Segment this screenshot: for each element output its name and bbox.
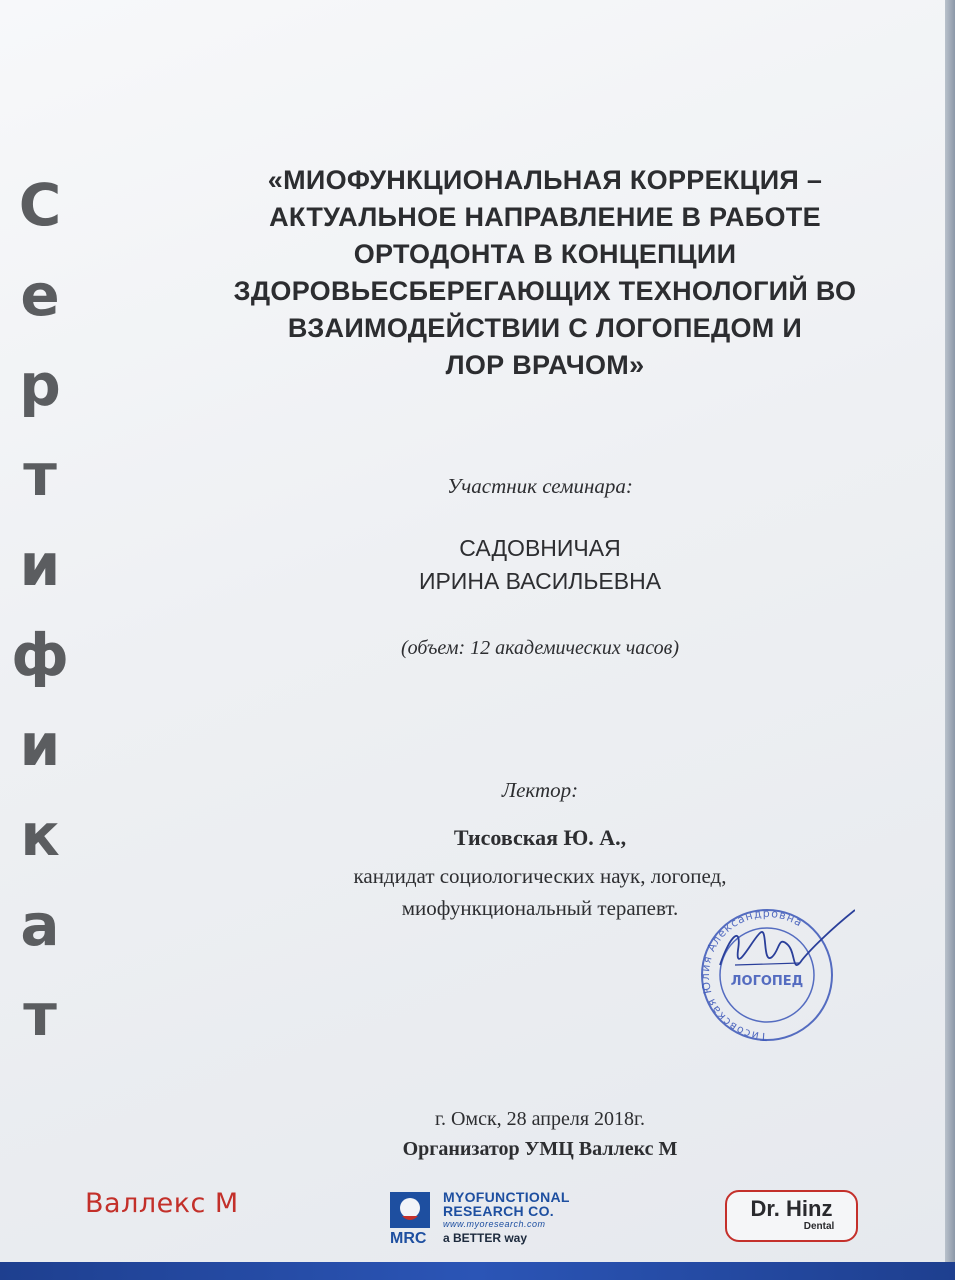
vertical-letter: а [20, 891, 60, 959]
vallex-logo: Валлекс М [85, 1188, 239, 1219]
vertical-letter: С [18, 171, 62, 239]
vertical-letter: и [19, 531, 61, 599]
mrc-logo [388, 1190, 613, 1250]
background-strip [945, 0, 955, 1280]
vertical-letter: р [19, 351, 61, 419]
stamp-ring-text: Тисовская Юлия Александровна [698, 906, 806, 1044]
vertical-certificate-title [5, 160, 75, 1060]
stamp-center-text: ЛОГОПЕД [730, 974, 804, 989]
mrc-abbr: MRC [390, 1230, 427, 1246]
mrc-line2: RESEARCH CO. [443, 1203, 554, 1219]
mrc-line1: MYOFUNCTIONAL [443, 1189, 570, 1205]
vertical-letter: т [23, 441, 57, 509]
participant-label: Участник семинара: [447, 474, 633, 498]
bottom-blue-band [0, 1262, 955, 1280]
vertical-letter: е [20, 261, 60, 329]
vertical-letter: и [19, 711, 61, 779]
round-stamp-with-signature [680, 905, 855, 1050]
lector-credentials: кандидат социологических наук, логопед, миофункциональный терапевт. [353, 864, 727, 920]
city-and-date: г. Омск, 28 апреля 2018г. [435, 1108, 645, 1130]
vertical-letter: к [20, 801, 60, 869]
hours-volume: (объем: 12 академических часов) [400, 637, 680, 659]
organizer: Организатор УМЦ Валлекс М [402, 1138, 678, 1160]
vertical-letter: ф [11, 621, 69, 689]
dr-hinz-sub: Dental [803, 1221, 835, 1232]
mrc-tagline: a BETTER way [443, 1231, 528, 1245]
dr-hinz-logo [725, 1190, 858, 1242]
lector-name: Тисовская Ю. А., [453, 825, 627, 850]
participant-name: САДОВНИЧАЯ ИРИНА ВАСИЛЬЕВНА [418, 535, 662, 594]
lector-label: Лектор: [501, 778, 579, 802]
mrc-url: www.myoresearch.com [443, 1219, 546, 1229]
mrc-face-icon [388, 1190, 438, 1246]
vertical-letter: т [23, 981, 57, 1049]
seminar-title: «МИОФУНКЦИОНАЛЬНАЯ КОРРЕКЦИЯ – АКТУАЛЬНОЕ НАПРАВЛЕНИЕ В РАБОТЕ ОРТОДОНТА В КОНЦЕПЦИИ ЗДОРОВЬЕСБЕРЕГАЮЩИХ ТЕХНОЛОГИЙ ВО ВЗАИМОДЕЙСТВИИ С ЛОГОПЕДОМ И ЛОР ВРАЧОМ» [233, 165, 857, 380]
dr-hinz-name: Dr. Hinz [750, 1196, 833, 1221]
